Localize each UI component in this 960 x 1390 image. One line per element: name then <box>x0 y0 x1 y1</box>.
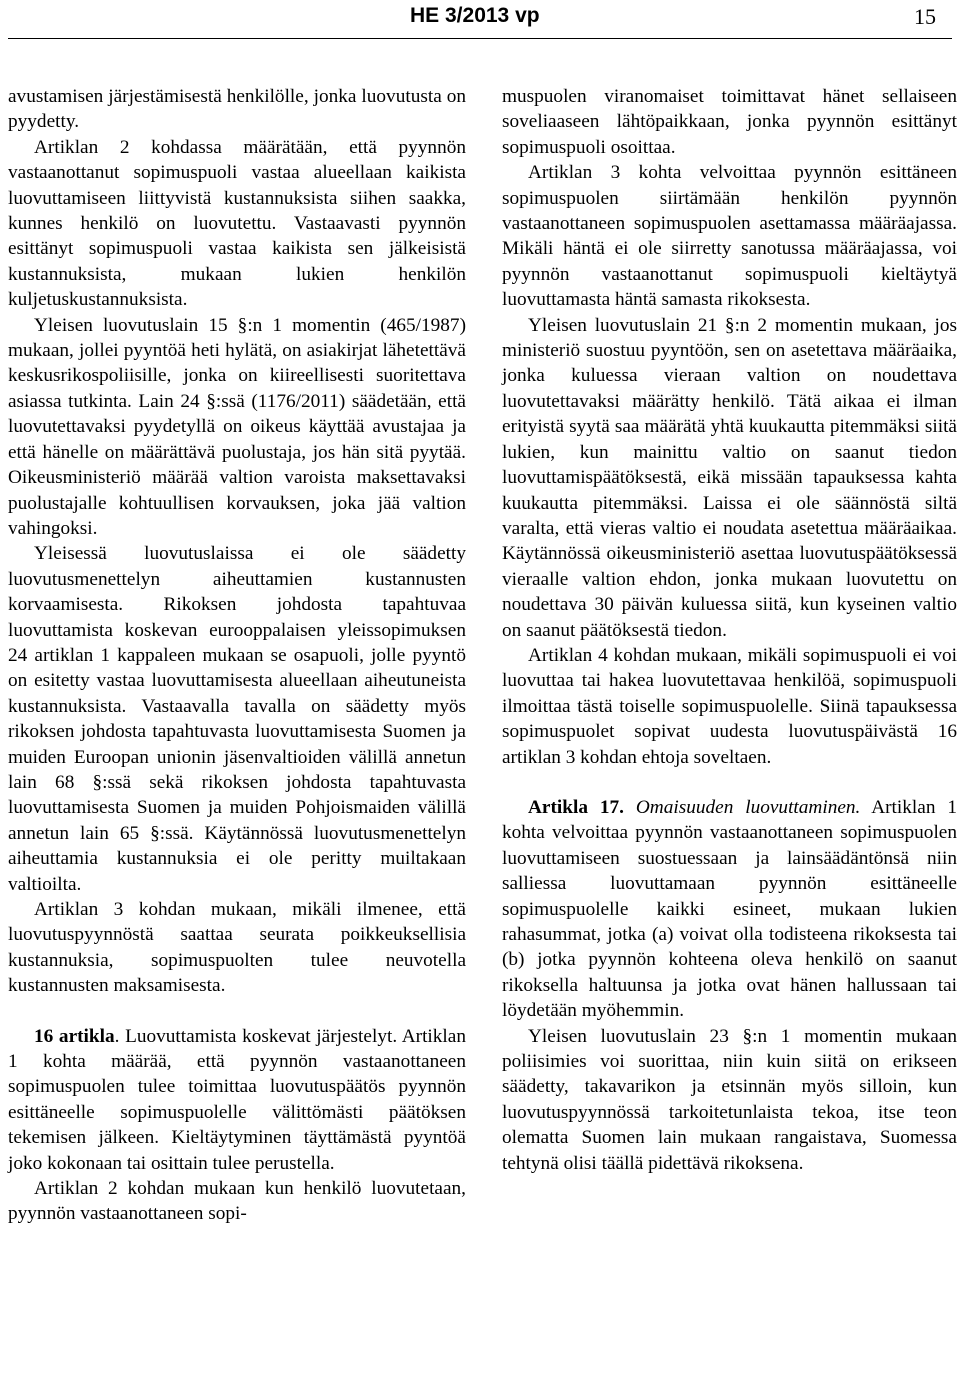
paragraph: Artiklan 2 kohdassa määrätään, että pyynnön vastaanottanut sopimuspuoli vastaa alueellaan kaikista luovuttamiseen liittyvistä kustannuksista siihen saakka, kunnes henkilö on luovutettu. Vastaavasti pyynnön esittänyt sopimuspuoli vastaa kaikista sen jälkeisistä kustannuksista, mukaan lukien henkilön kuljetuskustannuksista. <box>8 136 466 311</box>
section-title: Omaisuuden luovuttaminen. <box>635 796 861 818</box>
paragraph: Artiklan 3 kohta velvoittaa pyynnön esittäneen sopimuspuolen siirtämään henkilön pyynnön vastaanottaneen sopimuspuolen asettamassa määräajassa. Mikäli häntä ei ole siirretty sanotussa määräajassa, voi pyynnön vastaanottanut sopimuspuoli kieltäytyä luovuttamasta häntä samasta rikoksesta. <box>502 162 957 311</box>
left-column <box>8 84 466 1227</box>
paragraph: Yleisessä luovutuslaissa ei ole säädetty luovutusmenettelyn aiheuttamien kustannusten korvaamisesta. Rikoksen johdosta tapahtuvaa luovuttamista koskevan eurooppalaisen yleissopimuksen 24 artiklan 1 kappaleen mukaan se osapuoli, jolle pyyntö on esitetty vastaa luovuttamisesta alueellaan aiheutuneista kustannuksista. Vastaavalla tavalla on säädetty myös rikoksen johdosta tapahtuvasta luovuttamisesta Suomen ja muiden Euroopan unionin jäsenvaltioiden välillä annetun lain 68 §:ssä sekä rikoksen johdosta tapahtuvasta luovuttamisesta Suomen ja muiden Pohjoismaiden välillä annetun lain 65 §:ssä. Käytännössä luovutusmenettelyn aiheuttamia kustannuksia ei ole peritty muiltakaan valtioilta. <box>8 543 466 895</box>
paragraph: Yleisen luovutuslain 15 §:n 1 momentin (465/1987) mukaan, jollei pyyntöä heti hylätä, on asiakirjat lähetettävä keskusrikospoliisille, jonka on kiireellisesti suoritettava asiassa tutkinta. Lain 24 §:ssä (1176/2011) säädetään, että luovutettavaksi pyydetyllä on oikeus käyttää avustajaa ja että hänelle on määrättävä puolustaja, jos hän sitä pyytää. Oikeusministeriö määrää valtion varoista maksettavaksi puolustajalle kohtuullisen korvauksen, joka jää valtion vahingoksi. <box>8 314 466 539</box>
section-heading: Artikla 17. <box>528 796 624 818</box>
section-text: . Luovuttamista koskevat järjestelyt. Artiklan 1 kohta määrää, että pyynnön vastaanottaneen sopimuspuolen tulee toimittaa luovutuspäätös pyynnön esittäneelle sopimuspuolelle välittömästi päätöksen tekemisen jälkeen. Kieltäytyminen täyttämästä pyyntöä joko kokonaan tai osittain tulee perustella. <box>8 1025 466 1174</box>
section-paragraph <box>8 1024 466 1176</box>
spacer <box>8 999 466 1024</box>
page-header <box>0 0 960 40</box>
section-heading: 16 artikla <box>34 1025 115 1047</box>
paragraph: Artiklan 2 kohdan mukaan kun henkilö luovutetaan, pyynnön vastaanottaneen sopi- <box>8 1178 466 1225</box>
paragraph: Yleisen luovutuslain 23 §:n 1 momentin mukaan poliisimies voi suorittaa, niin kuin siitä on erikseen säädetty, takavarikon ja etsinnän myös silloin, kun luovutuspyynnössä tarkoitetunlaista tekoa, itse teon olematta Suomen lain mukaan rangaistava, Suomessa tehtynä olisi täällä pidettävä rikoksena. <box>502 1025 957 1174</box>
paragraph: avustamisen järjestämisestä henkilölle, jonka luovutusta on pyydetty. <box>8 86 466 133</box>
header-rule <box>8 38 952 39</box>
paragraph: muspuolen viranomaiset toimittavat hänet sellaiseen soveliaaseen lähtöpaikkaan, jonka pyynnön esittänyt sopimuspuoli osoittaa. <box>502 86 957 158</box>
page-number: 15 <box>914 4 936 29</box>
paragraph: Artiklan 3 kohdan mukaan, mikäli ilmenee, että luovutuspyynnöstä saattaa seurata poikkeuksellisia kustannuksia, sopimuspuolten tulee neuvotella kustannusten maksamisesta. <box>8 899 466 997</box>
section-text: Artiklan 1 kohta velvoittaa pyynnön vastaanottaneen sopimuspuolen luovuttamiseen suostuessaan ja lainsäädäntönsä niin salliessa luovuttamaan pyynnön esittäneelle sopimuspuolelle kaikki esineet, mukaan lukien rahasummat, jotka (a) voivat olla todisteena rikoksesta tai (b) jotka pyynnön kohteena oleva henkilö on saanut rikoksella haltuunsa ja jotka ovat hänen hallussaan tai löydetään myöhemmin. <box>502 796 957 1022</box>
paragraph: Artiklan 4 kohdan mukaan, mikäli sopimuspuoli ei voi luovuttaa tai hakea luovutettavaa henkilöä, sopimuspuoli ilmoittaa tästä toiselle sopimuspuolelle. Siinä tapauksessa sopimuspuolet sopivat uudesta luovutuspäivästä 16 artiklan 3 kohdan ehtoja soveltaen. <box>502 644 957 768</box>
section-paragraph <box>502 795 957 1024</box>
document-id: HE 3/2013 vp <box>410 4 540 27</box>
paragraph: Yleisen luovutuslain 21 §:n 2 momentin mukaan, jos ministeriö suostuu pyyntöön, sen on asetettava määräaika, jonka kuluessa vieraan valtion on noudettava luovutettavaksi määrätty henkilö. Tätä aikaa ei ilman erityistä syytä saa määrätä yhtä kuukautta pitemmäksi siitä lukien, kun mainittu valtio on saanut tiedon luovuttamispäätöksestä, eikä missään tapauksessa kahta kuukautta pitemmäksi. Laissa ei ole säännöstä siltä varalta, että vieras valtio ei noudata asetettua määräaikaa. Käytännössä oikeusministeriö asettaa luovutuspäätöksessä vieraalle valtion ehdon, jonka mukaan luovutettu on noudettava 30 päivän kuluessa siitä, kun kyseinen valtio on saanut päätöksestä tiedon. <box>502 314 957 641</box>
spacer <box>502 770 957 795</box>
right-column <box>502 84 957 1176</box>
